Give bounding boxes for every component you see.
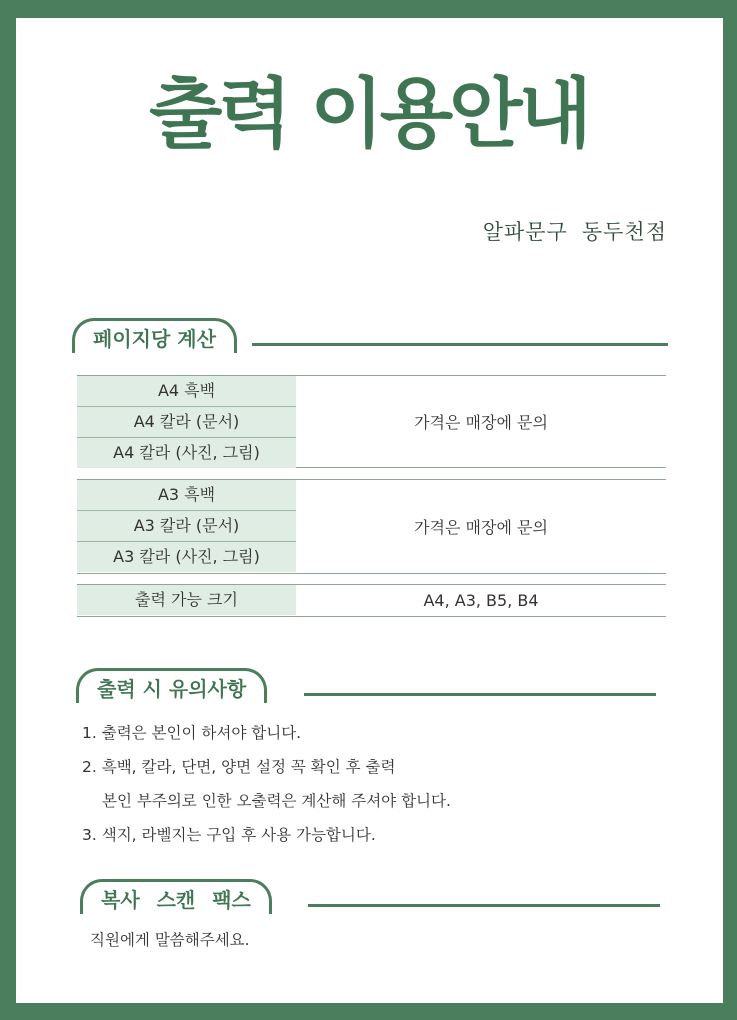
section-rule bbox=[252, 343, 668, 346]
size-label: 출력 가능 크기 bbox=[77, 585, 296, 615]
staff-note: 직원에게 말씀해주세요. bbox=[90, 931, 250, 949]
store-branch: 동두천점 bbox=[581, 220, 667, 244]
list-item: 본인 부주의로 인한 오출력은 계산해 주셔야 합니다. bbox=[102, 792, 451, 810]
price-table-a4 bbox=[77, 375, 666, 468]
size-value: A4, A3, B5, B4 bbox=[423, 591, 539, 610]
price-note-a3: 가격은 매장에 문의 bbox=[414, 518, 548, 537]
price-table-a3-labels bbox=[77, 480, 296, 572]
page-title: 출력 이용안내 bbox=[149, 69, 588, 158]
table-row-label: A3 흑백 bbox=[77, 480, 296, 511]
list-item: 1. 출력은 본인이 하셔야 합니다. bbox=[82, 724, 302, 742]
section-tab: 복사 스캔 팩스 bbox=[80, 879, 272, 914]
price-note-a4: 가격은 매장에 문의 bbox=[414, 413, 548, 432]
section-header-copy-scan-fax bbox=[80, 879, 660, 919]
table-row-label: A4 흑백 bbox=[77, 376, 296, 407]
section-header-cautions bbox=[76, 668, 656, 708]
section-tab: 출력 시 유의사항 bbox=[76, 668, 267, 703]
price-table-a4-labels bbox=[77, 376, 296, 468]
table-row-label: A4 칼라 (문서) bbox=[77, 407, 296, 438]
list-item: 3. 색지, 라벨지는 구입 후 사용 가능합니다. bbox=[82, 826, 376, 844]
table-row-label: A3 칼라 (사진, 그림) bbox=[77, 542, 296, 572]
table-row-label: A4 칼라 (사진, 그림) bbox=[77, 438, 296, 468]
section-rule bbox=[308, 904, 660, 907]
caution-list bbox=[82, 716, 451, 852]
store-name bbox=[483, 216, 667, 246]
section-rule bbox=[304, 693, 656, 696]
size-label-col bbox=[77, 585, 296, 615]
list-item: 2. 흑백, 칼라, 단면, 양면 설정 꼭 확인 후 출력 bbox=[82, 758, 396, 776]
price-table-a3 bbox=[77, 479, 666, 574]
table-row-label: A3 칼라 (문서) bbox=[77, 511, 296, 542]
section-tab: 페이지당 계산 bbox=[72, 318, 237, 353]
store-brand: 알파문구 bbox=[482, 220, 568, 244]
size-table bbox=[77, 584, 666, 617]
section-header-per-page bbox=[72, 318, 668, 358]
